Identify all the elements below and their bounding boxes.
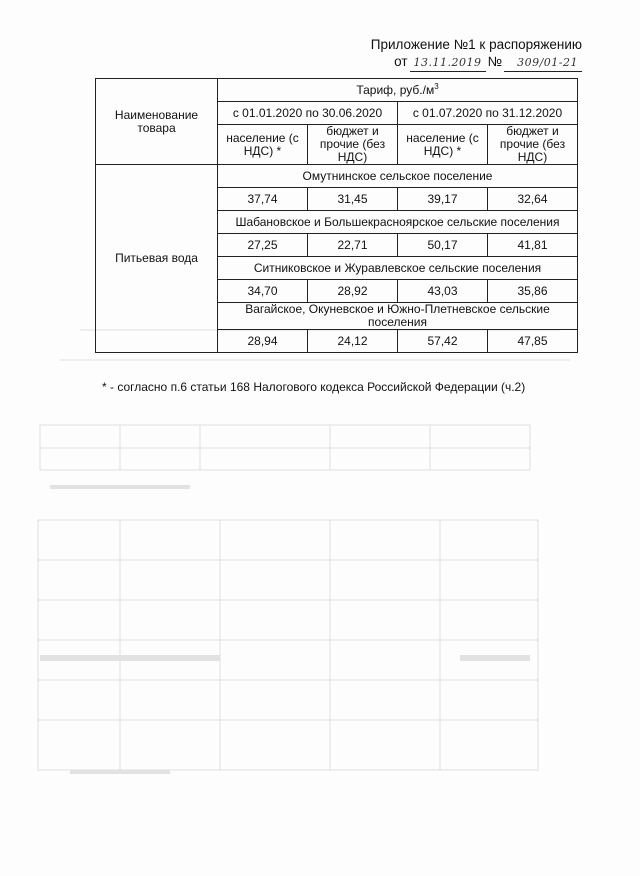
subheader-budget-1: бюджет и прочие (без НДС) — [308, 125, 398, 165]
subheader-population-2: население (с НДС) * — [398, 125, 488, 165]
tariff-value: 47,85 — [488, 330, 578, 353]
tariff-table — [95, 78, 578, 353]
tariff-value: 22,71 — [308, 234, 398, 257]
goods-header: Наименование товара — [96, 79, 218, 165]
group-name: Вагайское, Окуневское и Южно-Плетневское сельские поселения — [218, 303, 578, 330]
tariff-header: Тариф, $руб./м^3$ — [218, 79, 578, 102]
handwritten-date: 13.11.2019 — [410, 54, 486, 72]
tariff-value: 27,25 — [218, 234, 308, 257]
tariff-value: 43,03 — [398, 280, 488, 303]
product-name: Питьевая вода — [96, 165, 218, 353]
group-name: Ситниковское и Журавлевское сельские поселения — [218, 257, 578, 280]
group-name: Омутнинское сельское поселение — [218, 165, 578, 188]
group-name: Шабановское и Большекрасноярское сельские поселения — [218, 211, 578, 234]
tariff-value: 24,12 — [308, 330, 398, 353]
order-reference — [371, 53, 582, 72]
period-1: с 01.01.2020 по 30.06.2020 — [218, 102, 398, 125]
annex-title: Приложение №1 к распоряжению — [370, 37, 582, 52]
tariff-value: 32,64 — [488, 188, 578, 211]
table-header-row — [96, 79, 578, 102]
number-sign: № — [487, 54, 502, 69]
tariff-value: 50,17 — [398, 234, 488, 257]
from-label: от — [394, 54, 408, 69]
tariff-value: 28,94 — [218, 330, 308, 353]
tariff-value: 57,42 — [398, 330, 488, 353]
footnote: * - согласно п.6 статьи 168 Налогового кодекса Российской Федерации (ч.2) — [102, 380, 526, 394]
subheader-population-1: население (с НДС) * — [218, 125, 308, 165]
tariff-value: 39,17 — [398, 188, 488, 211]
tariff-value: 31,45 — [308, 188, 398, 211]
subheader-budget-2: бюджет и прочие (без НДС) — [488, 125, 578, 165]
tariff-value: 28,92 — [308, 280, 398, 303]
group-name-row — [96, 165, 578, 188]
tariff-value: 41,81 — [488, 234, 578, 257]
tariff-value: 34,70 — [218, 280, 308, 303]
tariff-value: 35,86 — [488, 280, 578, 303]
period-2: с 01.07.2020 по 31.12.2020 — [398, 102, 578, 125]
document-header — [371, 36, 582, 72]
tariff-value: 37,74 — [218, 188, 308, 211]
handwritten-number: 309/01-21 — [504, 54, 582, 72]
